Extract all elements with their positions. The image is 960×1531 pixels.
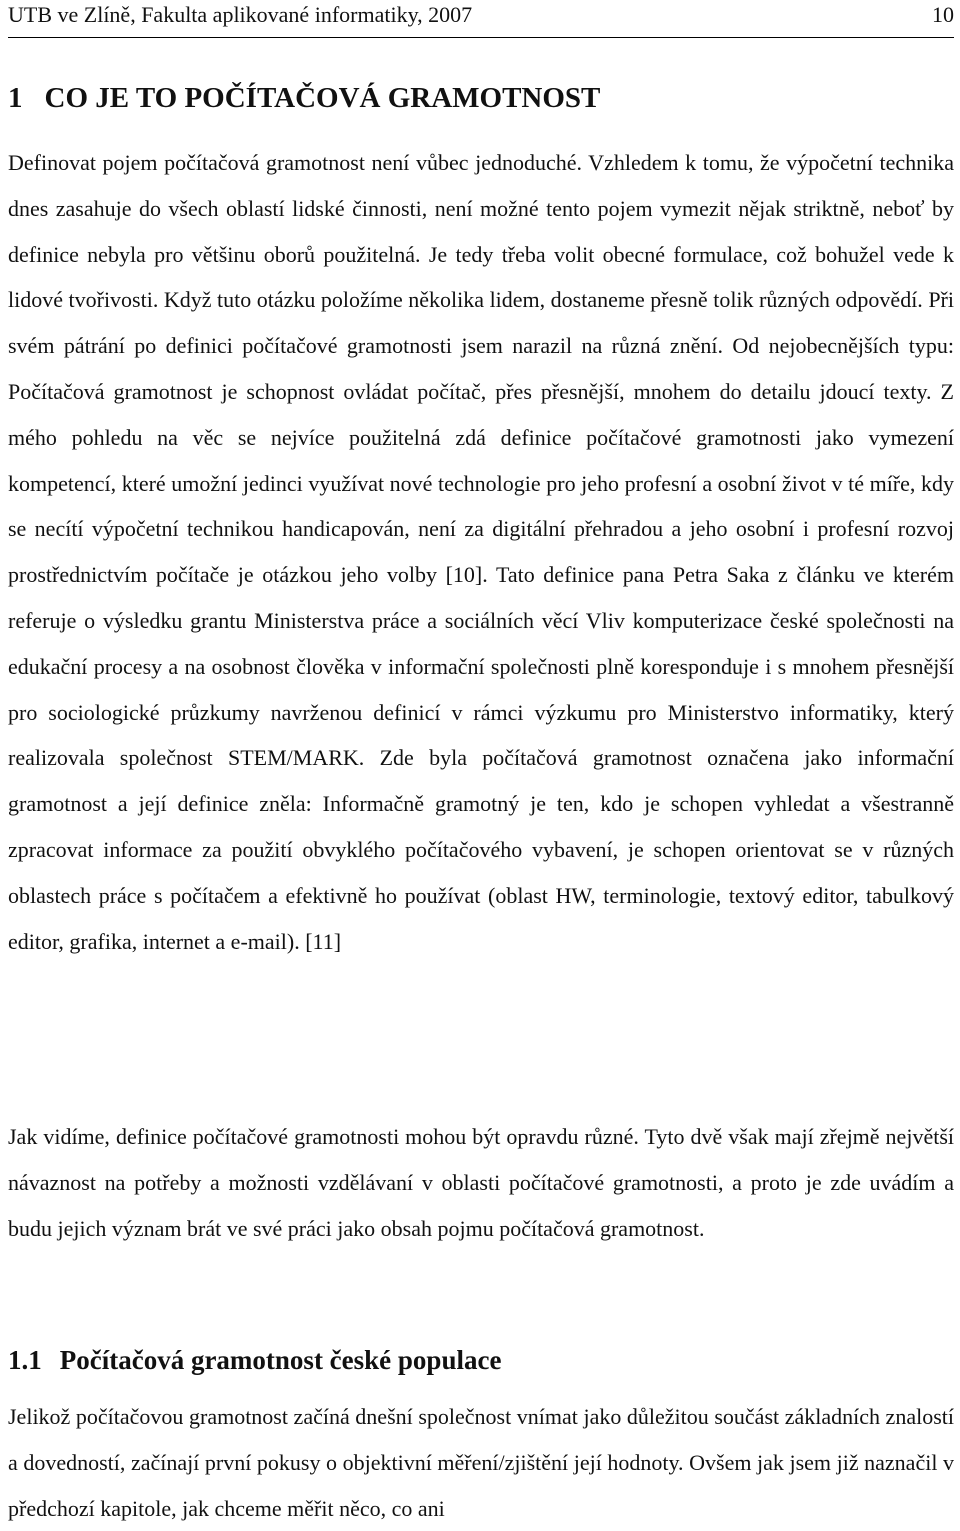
- chapter-number: 1: [8, 82, 23, 114]
- body-paragraph: Definovat pojem počítačová gramotnost není vůbec jednoduché. Vzhledem k tomu, že výpočetní technika dnes zasahuje do všech oblastí lidské činnosti, není možné tento pojem vymezit nějak striktně, neboť by definice nebyla pro většinu oborů použitelná. Je tedy třeba volit obecné formulace, což bohužel vede k lidové tvořivosti. Když tuto otázku položíme několika lidem, dostaneme přesně tolik různých odpovědí. Při svém pátrání po definici počítačové gramotnosti jsem narazil na různá znění. Od nejobecnějších typu: Počítačová gramotnost je schopnost ovládat počítač, přes přesnější, mnohem do detailu jdoucí texty. Z mého pohledu na věc se nejvíce použitelná zdá definice počítačové gramotnosti jako vymezení kompetencí, které umožní jedinci využívat nové technologie pro jeho profesní a osobní život v té míře, kdy se necítí výpočetní technikou handicapován, není za digitální přehradou a jeho osobní i profesní rozvoj prostřednictvím počítače je otázkou jeho volby [10]. Tato definice pana Petra Saka z článku ve kterém referuje o výsledku grantu Ministerstva práce a sociálních věcí Vliv komputerizace české společnosti na edukační procesy a na osobnost člověka v informační společnosti plně koresponduje i s mnohem přesnější pro sociologické průzkumy navrženou definicí v rámci výzkumu pro Ministerstvo informatiky, který realizovala společnost STEM/MARK. Zde byla počítačová gramotnost označena jako informační gramotnost a její definice zněla: Informačně gramotný je ten, kdo je schopen vyhledat a všestranně zpracovat informace za použití obvyklého počítačového vybavení, je schopen orientovat se v různých oblastech práce s počítačem a efektivně ho používat (oblast HW, terminologie, textový editor, tabulkový editor, grafika, internet a e-mail). [11]: [8, 150, 954, 954]
- page-number: 10: [932, 2, 954, 27]
- body-paragraph: Jak vidíme, definice počítačové gramotnosti mohou být opravdu různé. Tyto dvě však mají zřejmě největší návaznost na potřeby a možnosti vzdělávaní v oblasti počítačové gramotnosti, a proto je zde uvádím a budu jejich význam brát ve své práci jako obsah pojmu počítačová gramotnost.: [8, 1124, 954, 1241]
- running-header: [8, 0, 954, 38]
- section-heading: [8, 1343, 501, 1377]
- section-paragraph: Jelikož počítačovou gramotnost začíná dnešní společnost vnímat jako důležitou součást základních znalostí a dovedností, začínají první pokusy o objektivní měření/zjištění její hodnoty. Ovšem jak jsem již naznačil v předchozí kapitole, jak chceme měřit něco, co ani: [8, 1404, 954, 1521]
- section-number: 1.1: [8, 1345, 42, 1375]
- chapter-heading: [8, 80, 600, 116]
- header-institution: UTB ve Zlíně, Fakulta aplikované informatiky, 2007: [8, 2, 473, 27]
- section-title: Počítačová gramotnost české populace: [59, 1345, 502, 1375]
- chapter-title: CO JE TO POČÍTAČOVÁ GRAMOTNOST: [44, 82, 601, 114]
